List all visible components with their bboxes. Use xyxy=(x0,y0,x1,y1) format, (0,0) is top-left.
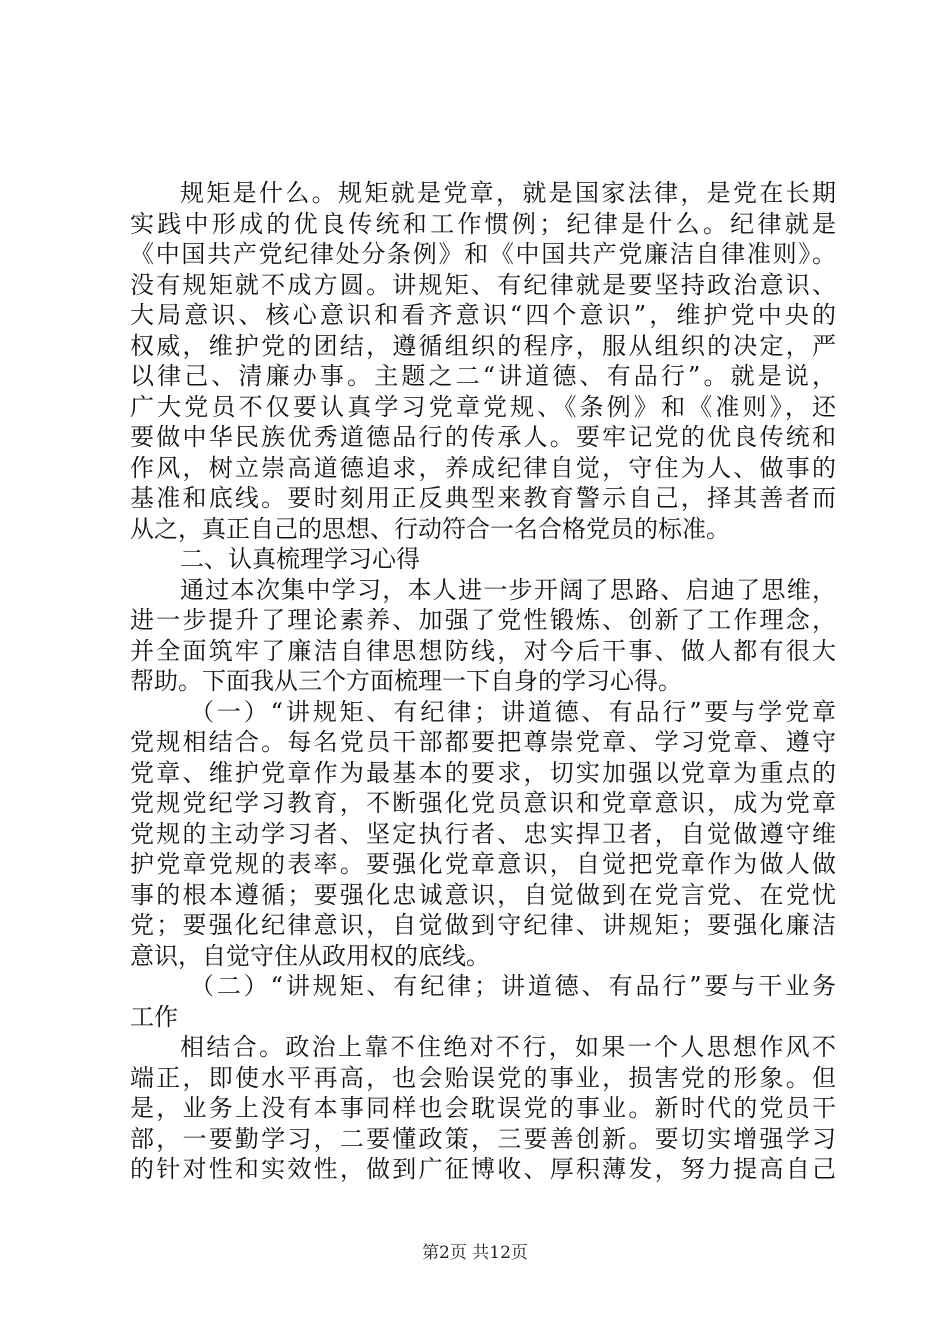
text-line: 要做中华民族优秀道德品行的传承人。要牢记党的优良传统和 xyxy=(130,423,836,451)
text-line: 权威，维护党的团结，遵循组织的程序，服从组织的决定，严 xyxy=(130,331,836,360)
text-line: （二）“讲规矩、有纪律；讲道德、有品行”要与干业务 xyxy=(190,972,836,1000)
text-line: 《中国共产党纪律处分条例》和《中国共产党廉洁自律准则》。 xyxy=(130,240,836,268)
text-line: 实践中形成的优良传统和工作惯例；纪律是什么。纪律就是 xyxy=(130,209,836,238)
text-line: 部，一要勤学习，二要懂政策，三要善创新。要切实增强学习 xyxy=(130,1124,836,1153)
text-line: 是，业务上没有本事同样也会耽误党的事业。新时代的党员干 xyxy=(130,1094,836,1122)
text-line: 的针对性和实效性，做到广征博收、厚积薄发，努力提高自己 xyxy=(130,1155,836,1183)
text-line: 基准和底线。要时刻用正反典型来教育警示自己，择其善者而 xyxy=(130,484,836,512)
text-line: 党章、维护党章作为最基本的要求，切实加强以党章为重点的 xyxy=(130,758,836,787)
text-line: 端正，即使水平再高，也会贻误党的事业，损害党的形象。但 xyxy=(130,1063,836,1092)
text-line: 以律己、清廉办事。主题之二“讲道德、有品行”。就是说， xyxy=(130,362,836,390)
text-line: （一）“讲规矩、有纪律；讲道德、有品行”要与学党章 xyxy=(190,697,836,726)
text-line: 相结合。政治上靠不住绝对不行，如果一个人思想作风不 xyxy=(180,1033,836,1061)
text-line: 工作 xyxy=(130,1002,178,1031)
text-line: 党规党纪学习教育，不断强化党员意识和党章意识，成为党章 xyxy=(130,789,836,817)
text-line: 没有规矩就不成方圆。讲规矩、有纪律就是要坚持政治意识、 xyxy=(130,270,836,299)
text-line: 从之，真正自己的思想、行动符合一名合格党员的标准。 xyxy=(130,514,730,543)
text-line: 通过本次集中学习，本人进一步开阔了思路、启迪了思维， xyxy=(180,575,836,604)
text-line: 作风，树立崇高道德追求，养成纪律自觉，守住为人、做事的 xyxy=(130,453,836,482)
text-line: 广大党员不仅要认真学习党章党规、《条例》和《准则》，还 xyxy=(130,392,836,421)
text-line: 党规相结合。每名党员干部都要把尊崇党章、学习党章、遵守 xyxy=(130,728,836,756)
text-line: 并全面筑牢了廉洁自律思想防线，对今后干事、做人都有很大 xyxy=(130,636,836,665)
text-line: 进一步提升了理论素养、加强了党性锻炼、创新了工作理念， xyxy=(130,606,836,634)
page-footer: 第2页 共12页 xyxy=(422,1243,528,1263)
document-body xyxy=(130,178,836,1185)
text-line: 帮助。下面我从三个方面梳理一下自身的学习心得。 xyxy=(130,667,682,695)
text-line: 大局意识、核心意识和看齐意识“四个意识”，维护党中央的 xyxy=(130,301,836,329)
text-line: 党规的主动学习者、坚定执行者、忠实捍卫者，自觉做遵守维 xyxy=(130,819,836,848)
text-line: 事的根本遵循；要强化忠诚意识，自觉做到在党言党、在党忧 xyxy=(130,880,836,909)
text-line: 意识，自觉守住从政用权的底线。 xyxy=(130,941,490,970)
text-line: 护党章党规的表率。要强化党章意识，自觉把党章作为做人做 xyxy=(130,850,836,878)
text-line: 党；要强化纪律意识，自觉做到守纪律、讲规矩；要强化廉洁 xyxy=(130,911,836,939)
text-line: 规矩是什么。规矩就是党章，就是国家法律，是党在长期 xyxy=(180,179,836,207)
text-line: 二、认真梳理学习心得 xyxy=(180,545,420,573)
